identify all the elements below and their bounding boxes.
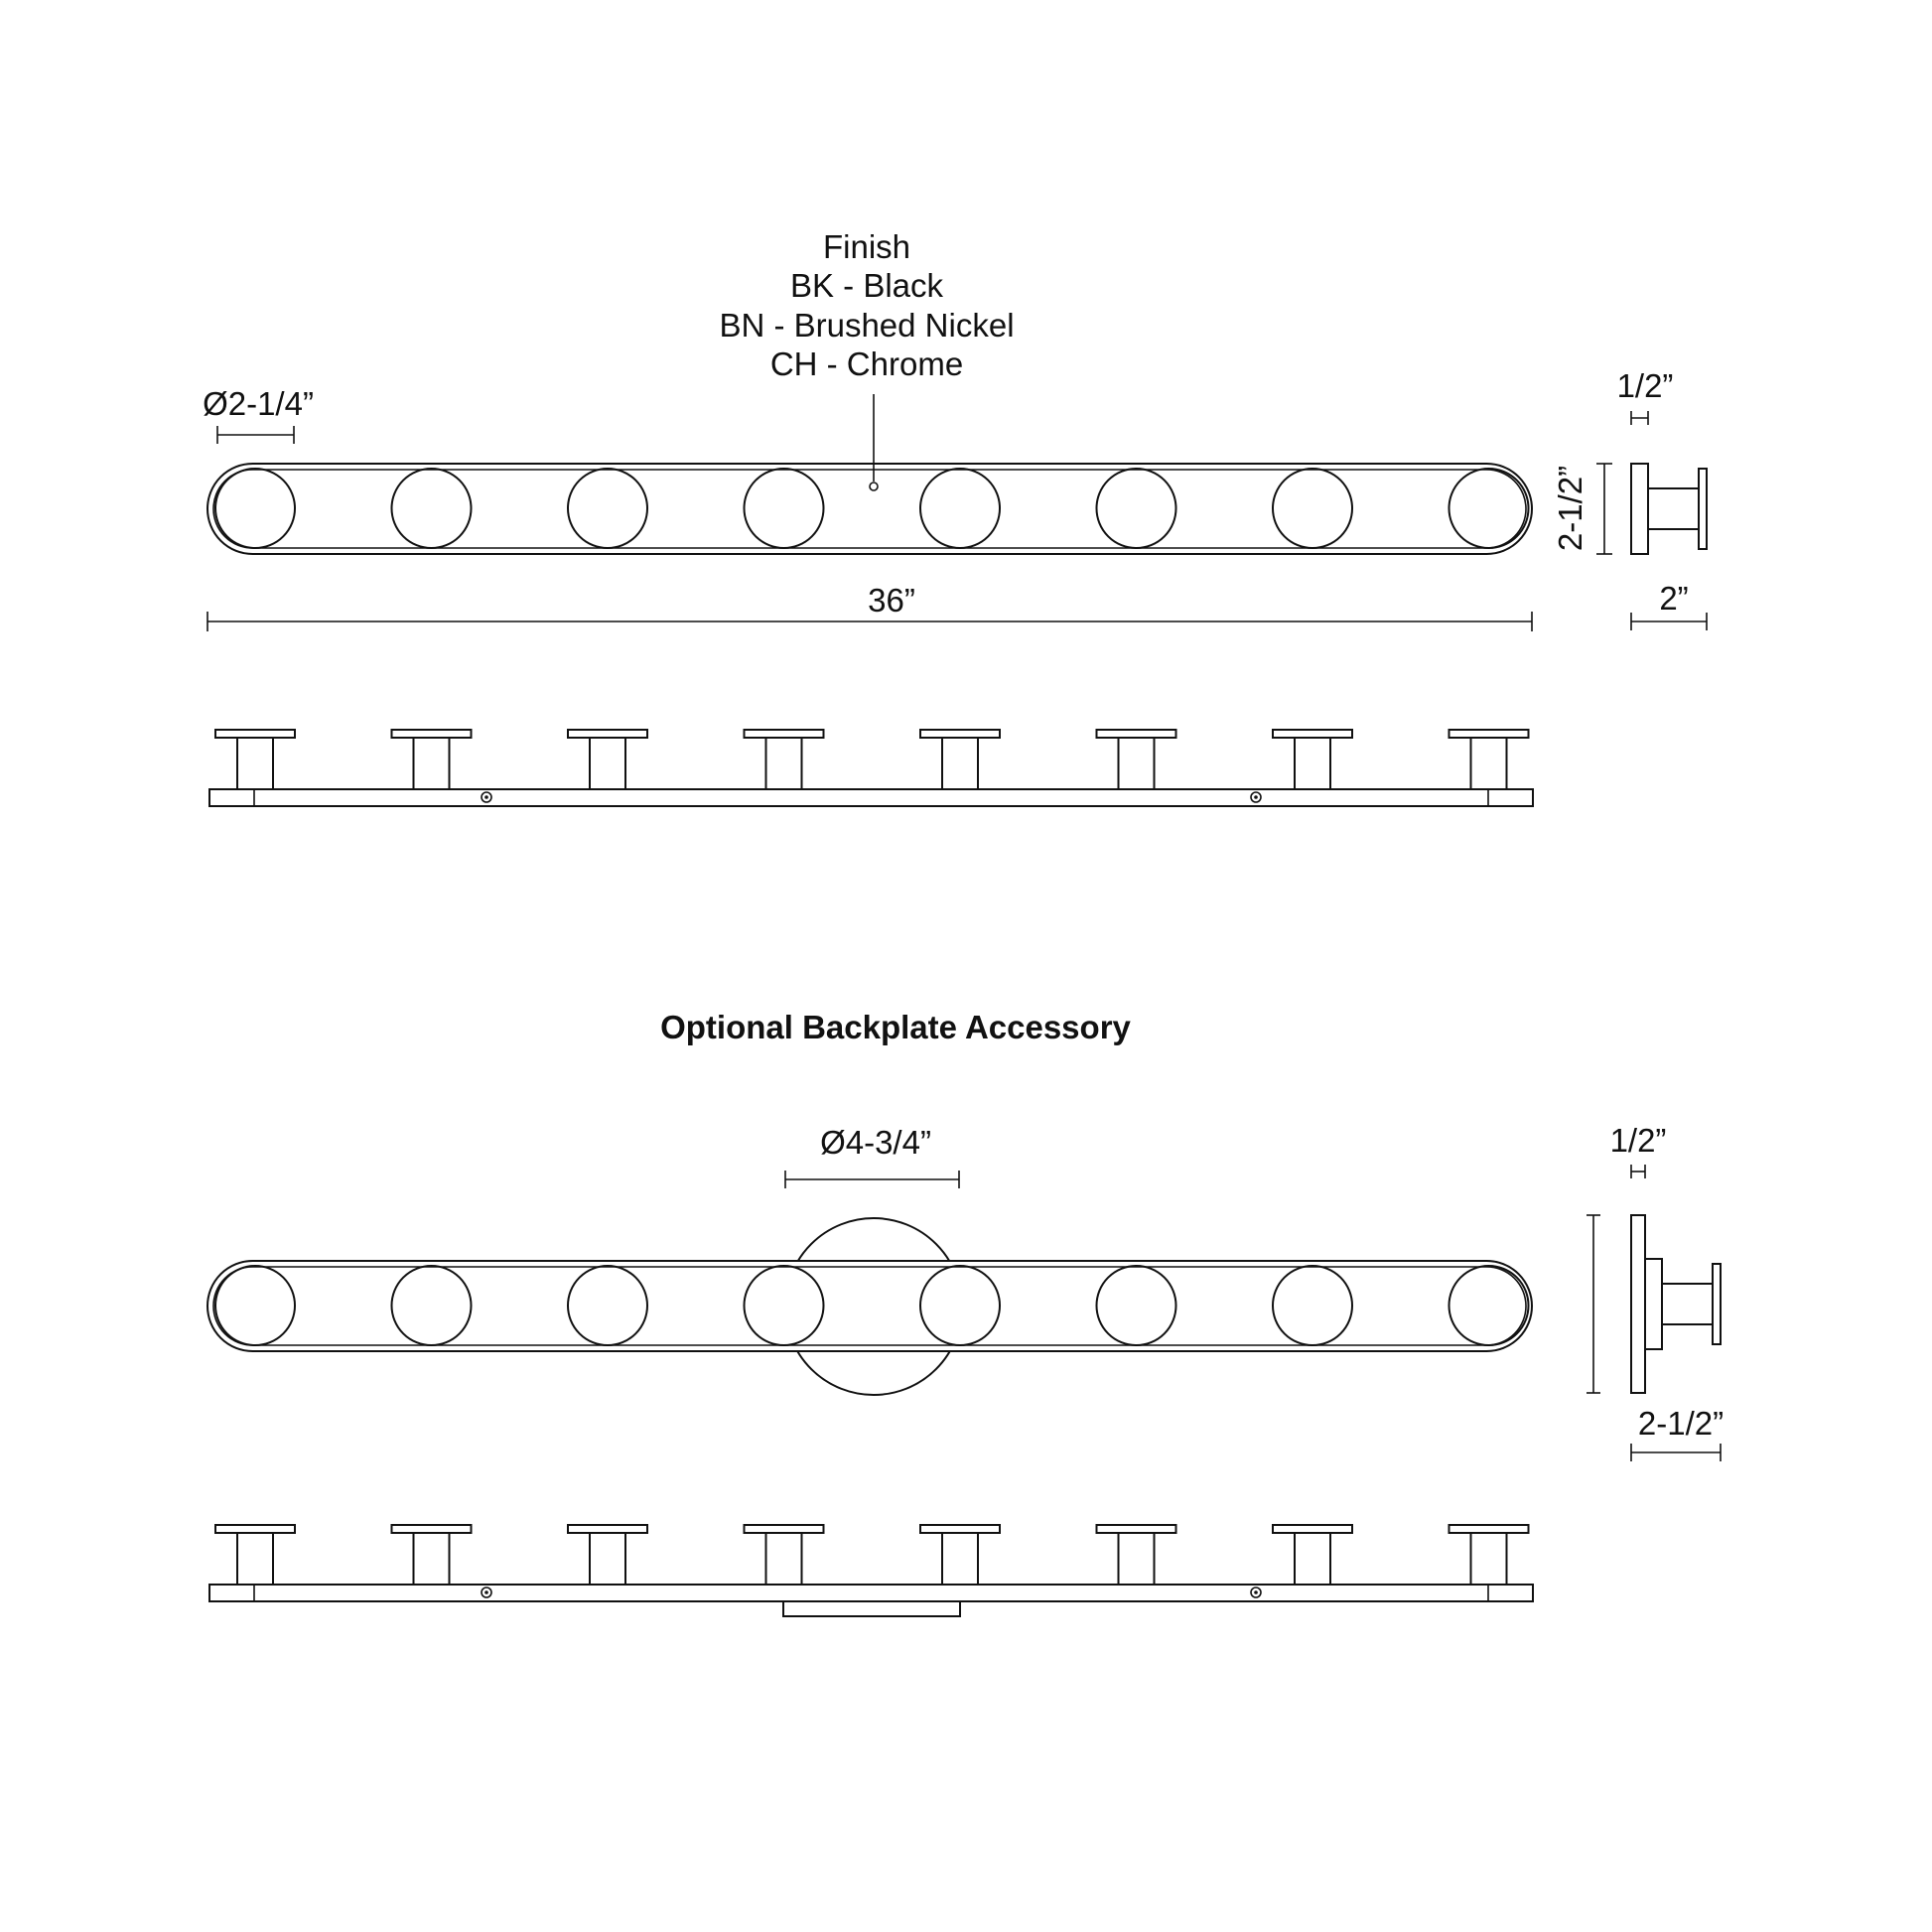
- plan-screw: [1251, 792, 1261, 802]
- side-rail: [1645, 1259, 1662, 1349]
- rail-inner: [213, 470, 1526, 548]
- backplate-diameter-label: Ø4-3/4”: [820, 1124, 931, 1161]
- side-depth-label: 2”: [1659, 580, 1689, 617]
- side-hook-post: [1662, 1284, 1713, 1324]
- hook-plan: [568, 730, 647, 789]
- finish-leader-dot: [870, 483, 878, 490]
- finish-option: CH - Chrome: [769, 345, 964, 382]
- hook-plan: [920, 1525, 1000, 1585]
- front-view-top: [203, 228, 1532, 631]
- hook-plan: [745, 730, 824, 789]
- plan-screw: [482, 792, 491, 802]
- side-thickness-dimension-line: [1631, 411, 1648, 425]
- hook-plan: [392, 730, 472, 789]
- backplate-diameter-dimension-line: [785, 1171, 959, 1188]
- finish-title: Finish: [822, 228, 911, 265]
- side-rail: [1631, 464, 1648, 554]
- hook-knob: [568, 469, 647, 548]
- plan-view-backplate: [209, 1525, 1533, 1616]
- hook-plan: [745, 1525, 824, 1585]
- hook-knob: [1273, 469, 1352, 548]
- hook-plan: [1097, 730, 1176, 789]
- plan-view-top: [209, 730, 1533, 806]
- side-thickness-label: 1/2”: [1609, 1122, 1667, 1159]
- finish-option: BK - Black: [789, 267, 944, 304]
- overall-length-label: 36”: [868, 582, 915, 619]
- finish-option: BN - Brushed Nickel: [719, 307, 1015, 344]
- hook-diameter-label: Ø2-1/4”: [203, 385, 314, 422]
- hook-plan: [215, 730, 295, 789]
- side-height-dimension-line: [1596, 464, 1612, 554]
- side-view-top: [1552, 367, 1707, 630]
- side-height-label: 2-1/2”: [1552, 465, 1588, 552]
- front-view-backplate: [207, 1124, 1532, 1395]
- side-view-backplate: [1587, 1122, 1724, 1461]
- hook-diameter-dimension-line: [217, 426, 294, 444]
- plan-rail: [209, 789, 1533, 806]
- side-thickness-label: 1/2”: [1616, 367, 1674, 404]
- hook-knob: [215, 469, 295, 548]
- side-thickness-dimension-line: [1631, 1165, 1645, 1178]
- hook-plan: [392, 1525, 472, 1585]
- side-hook-post: [1648, 488, 1699, 529]
- hooks-plan: [215, 1525, 1529, 1585]
- plan-backplate: [783, 1601, 960, 1616]
- side-hook-cap: [1699, 469, 1707, 549]
- hook-plan: [568, 1525, 647, 1585]
- side-height-dimension-line: [1587, 1215, 1600, 1393]
- hooks-front: [215, 469, 1529, 548]
- plan-rail: [209, 1585, 1533, 1601]
- hook-knob: [1449, 469, 1529, 548]
- side-depth-dimension-line: [1631, 1444, 1721, 1461]
- hook-knob: [392, 469, 472, 548]
- hook-knob: [745, 469, 824, 548]
- side-depth-label: 2-1/2”: [1637, 1405, 1725, 1442]
- side-hook-cap: [1713, 1264, 1721, 1344]
- hook-knob: [920, 469, 1000, 548]
- hook-plan: [1097, 1525, 1176, 1585]
- hook-plan: [1273, 1525, 1352, 1585]
- hook-plan: [1449, 1525, 1529, 1585]
- hook-plan: [1273, 730, 1352, 789]
- side-backplate: [1631, 1215, 1645, 1393]
- hook-knob: [1097, 469, 1176, 548]
- backplate-section-title: Optional Backplate Accessory: [660, 1009, 1131, 1045]
- hook-plan: [1449, 730, 1529, 789]
- hooks-plan: [215, 730, 1529, 789]
- hook-plan: [920, 730, 1000, 789]
- hook-plan: [215, 1525, 295, 1585]
